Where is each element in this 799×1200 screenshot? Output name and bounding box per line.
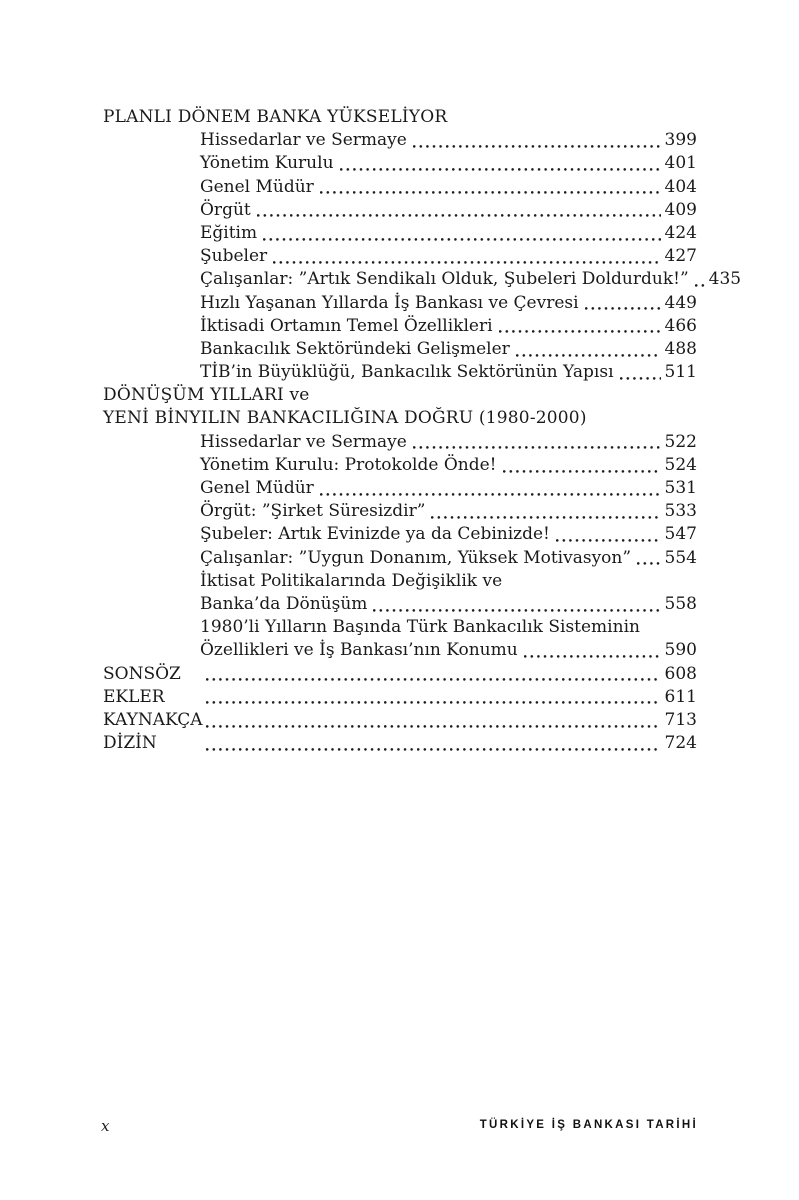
toc-entry-page: 404: [664, 176, 697, 197]
section-heading-text: DÖNÜŞÜM YILLARI ve: [103, 385, 310, 406]
toc-entry: [103, 523, 697, 546]
dotted-leader: [263, 238, 660, 241]
dotted-leader: [516, 354, 661, 357]
dotted-leader: [257, 214, 661, 217]
toc-entry: [103, 268, 742, 291]
toc-entry-title: Hissedarlar ve Sermaye: [200, 431, 407, 452]
dotted-leader: [206, 725, 661, 728]
toc-entry-page: 724: [664, 733, 697, 754]
toc-entry: [103, 315, 697, 338]
toc-backmatter-entry: [103, 663, 697, 686]
toc-entry-page: 522: [664, 431, 697, 452]
toc-entry-title: İktisadi Ortamın Temel Özellikleri: [200, 315, 493, 336]
toc-entry-page: 401: [664, 153, 697, 174]
toc-entry: [103, 570, 697, 593]
dotted-leader: [585, 307, 661, 310]
toc-entry-title: TİB’in Büyüklüğü, Bankacılık Sektörünün Yapısı: [200, 362, 614, 383]
toc-entry-title: Bankacılık Sektöründeki Gelişmeler: [200, 338, 510, 359]
toc-entry: [103, 639, 697, 662]
toc-entry-page: 466: [664, 315, 697, 336]
toc-entry-page: 533: [664, 501, 697, 522]
toc-entry-page: 409: [664, 199, 697, 220]
toc-entry-title: 1980’li Yılların Başında Türk Bankacılık Sisteminin: [200, 617, 640, 638]
dotted-leader: [273, 261, 660, 264]
dotted-leader: [524, 655, 661, 658]
dotted-leader: [320, 191, 661, 194]
toc-entry: [103, 199, 697, 222]
toc-entry-page: 531: [664, 478, 697, 498]
toc-entry-title: Örgüt: [200, 199, 251, 220]
toc-entry-title: SONSÖZ: [103, 663, 181, 684]
toc-entry-title: Banka’da Dönüşüm: [200, 593, 368, 614]
toc-entry-page: 558: [664, 593, 697, 614]
toc-backmatter-entry: [103, 709, 697, 732]
toc-entry: [103, 222, 697, 245]
toc-entry-title: Hızlı Yaşanan Yıllarda İş Bankası ve Çevresi: [200, 292, 579, 313]
dotted-leader: [620, 377, 661, 380]
dotted-leader: [637, 562, 660, 565]
toc-entry-title: Genel Müdür: [200, 478, 314, 498]
toc-entry-title: İktisat Politikalarında Değişiklik ve: [200, 570, 503, 591]
dotted-leader: [206, 748, 661, 751]
dotted-leader: [413, 145, 661, 148]
table-of-contents: [103, 106, 742, 755]
toc-entry: [103, 152, 697, 175]
toc-entry-page: 554: [664, 547, 697, 568]
toc-entry-page: 488: [664, 338, 697, 359]
dotted-leader: [503, 470, 661, 473]
toc-entry-title: Şubeler: Artık Evinizde ya da Cebinizde!: [200, 524, 550, 545]
toc-entry-page: 590: [664, 640, 697, 661]
toc-entry-title: DİZİN: [103, 733, 157, 754]
dotted-leader: [499, 330, 661, 333]
dotted-leader: [206, 701, 661, 704]
toc-entry-page: 524: [664, 454, 697, 475]
section-heading-text: PLANLI DÖNEM BANKA YÜKSELİYOR: [103, 107, 448, 127]
dotted-leader: [413, 446, 661, 449]
toc-entry-page: 713: [664, 709, 697, 730]
toc-entry: [103, 500, 697, 523]
toc-entry-page: 547: [664, 524, 697, 545]
toc-entry: [103, 593, 697, 616]
toc-entry-page: 511: [664, 362, 697, 383]
dotted-leader: [206, 678, 661, 681]
toc-entry-title: Genel Müdür: [200, 176, 314, 197]
toc-entry: [103, 245, 697, 268]
toc-entry-title: EKLER: [103, 686, 165, 707]
toc-entry: [103, 292, 697, 315]
toc-entry-title: Çalışanlar: ”Artık Sendikalı Olduk, Şubeleri Doldurduk!”: [200, 269, 689, 290]
toc-entry-page: 611: [664, 686, 697, 707]
toc-entry: [103, 176, 697, 199]
toc-entry: [103, 454, 697, 477]
toc-entry: [103, 477, 697, 500]
toc-entry-title: Örgüt: ”Şirket Süresizdir”: [200, 501, 426, 522]
toc-backmatter-entry: [103, 686, 697, 709]
dotted-leader: [431, 516, 660, 519]
toc-entry-title: Şubeler: [200, 246, 268, 267]
toc-entry-title: Eğitim: [200, 222, 258, 243]
toc-entry-title: Yönetim Kurulu: Protokolde Önde!: [200, 454, 497, 475]
toc-entry: [103, 616, 697, 639]
dotted-leader: [340, 168, 661, 171]
dotted-leader: [695, 284, 705, 287]
running-title: TÜRKİYE İŞ BANKASI TARİHİ: [479, 1119, 698, 1131]
toc-entry-title: Çalışanlar: ”Uygun Donanım, Yüksek Motivasyon”: [200, 547, 632, 568]
toc-entry-title: Yönetim Kurulu: [200, 153, 334, 174]
section-heading: [103, 106, 697, 129]
dotted-leader: [320, 493, 661, 496]
toc-backmatter-entry: [103, 732, 697, 755]
toc-entry-title: KAYNAKÇA: [103, 709, 203, 730]
section-heading: [103, 384, 697, 407]
toc-entry-title: Hissedarlar ve Sermaye: [200, 130, 407, 151]
toc-entry-page: 608: [664, 663, 697, 684]
toc-entry: [103, 431, 697, 454]
toc-entry: [103, 547, 697, 570]
page-number-roman: x: [101, 1117, 110, 1135]
section-heading: [103, 407, 697, 430]
toc-entry-title: Özellikleri ve İş Bankası’nın Konumu: [200, 640, 518, 661]
toc-entry-page: 427: [664, 246, 697, 267]
toc-entry: [103, 361, 697, 384]
dotted-leader: [373, 609, 660, 612]
toc-entry-page: 449: [664, 292, 697, 313]
toc-entry-page: 424: [664, 222, 697, 243]
toc-entry: [103, 338, 697, 361]
section-heading-text: YENİ BİNYILIN BANKACILIĞINA DOĞRU (1980-2000): [103, 408, 587, 429]
dotted-leader: [556, 539, 661, 542]
toc-entry-page: 435: [708, 269, 742, 290]
toc-entry-page: 399: [664, 130, 697, 151]
toc-entry: [103, 129, 697, 152]
